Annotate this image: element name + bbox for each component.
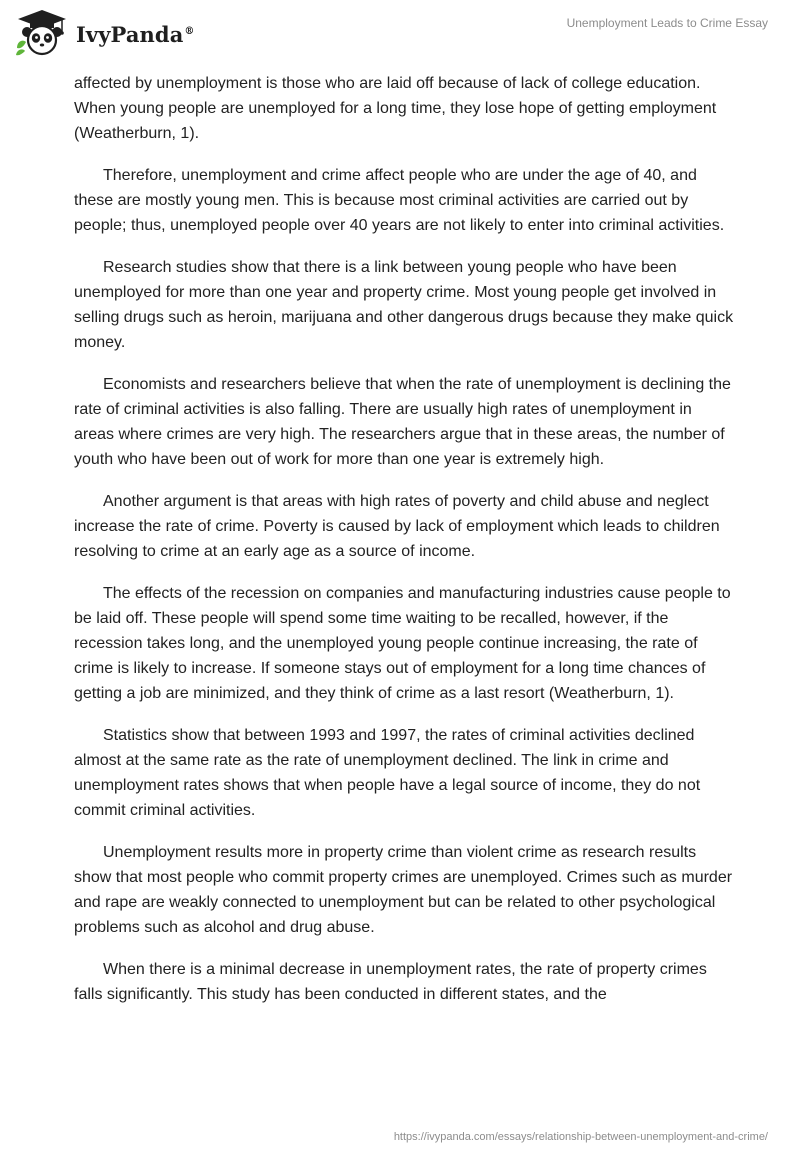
page-header [0, 0, 800, 64]
brand-name: IvyPanda® [76, 21, 195, 47]
brand-logo[interactable] [14, 8, 195, 58]
paragraph: Research studies show that there is a link between young people who have been unemployed for more than one year and property crime. Most young people get involved in selling drugs such as heroin, marijuana and other dangerous drugs because they make quick money. [74, 259, 734, 351]
paragraph: When there is a minimal decrease in unemployment rates, the rate of property crimes falls significantly. This study has been conducted in different states, and the [74, 961, 707, 1003]
source-url[interactable]: https://ivypanda.com/essays/relationship-between-unemployment-and-crime/ [393, 1131, 768, 1143]
paragraph: The effects of the recession on companies and manufacturing industries cause people to be laid off. These people will spend some time waiting to be recalled, however, if the recession takes long, and the unemployed young people continue increasing, the rate of crime is likely to increase. If someone stays out of employment for a long time chances of getting a job are minimized, and they think of crime as a last resort (Weatherburn, 1). [74, 585, 731, 702]
paragraph-continued: affected by unemployment is those who are laid off because of lack of college education. When young people are unemployed for a long time, they lose hope of getting employment (Weatherburn, 1). [74, 75, 717, 142]
paragraph: Another argument is that areas with high rates of poverty and child abuse and neglect increase the rate of crime. Poverty is caused by lack of employment which leads to children resolving to crime at an early age as a source of income. [74, 493, 720, 560]
document-title: Unemployment Leads to Crime Essay [566, 16, 768, 30]
registered-mark: ® [184, 25, 195, 37]
paragraph: Unemployment results more in property crime than violent crime as research results show that most people who commit property crimes are unemployed. Crimes such as murder and rape are weakly connected to unemployment but can be related to other psychological problems such as alcohol and drug abuse. [74, 844, 733, 936]
paragraph: Statistics show that between 1993 and 1997, the rates of criminal activities declined almost at the same rate as the rate of unemployment declined. The link in crime and unemployment rates shows that when people have a legal source of income, they do not commit criminal activities. [74, 727, 701, 819]
paragraph: Therefore, unemployment and crime affect people who are under the age of 40, and these are mostly young men. This is because most criminal activities are carried out by people; thus, unemployed people over 40 years are not likely to enter into criminal activities. [74, 167, 725, 234]
panda-graduate-logo-icon [14, 8, 70, 58]
paragraph: Economists and researchers believe that when the rate of unemployment is declining the rate of criminal activities is also falling. There are usually high rates of unemployment in areas where crimes are very high. The researchers argue that in these areas, the number of youth who have been out of work for more than one year is extremely high. [74, 376, 731, 468]
essay-body [74, 71, 734, 1024]
